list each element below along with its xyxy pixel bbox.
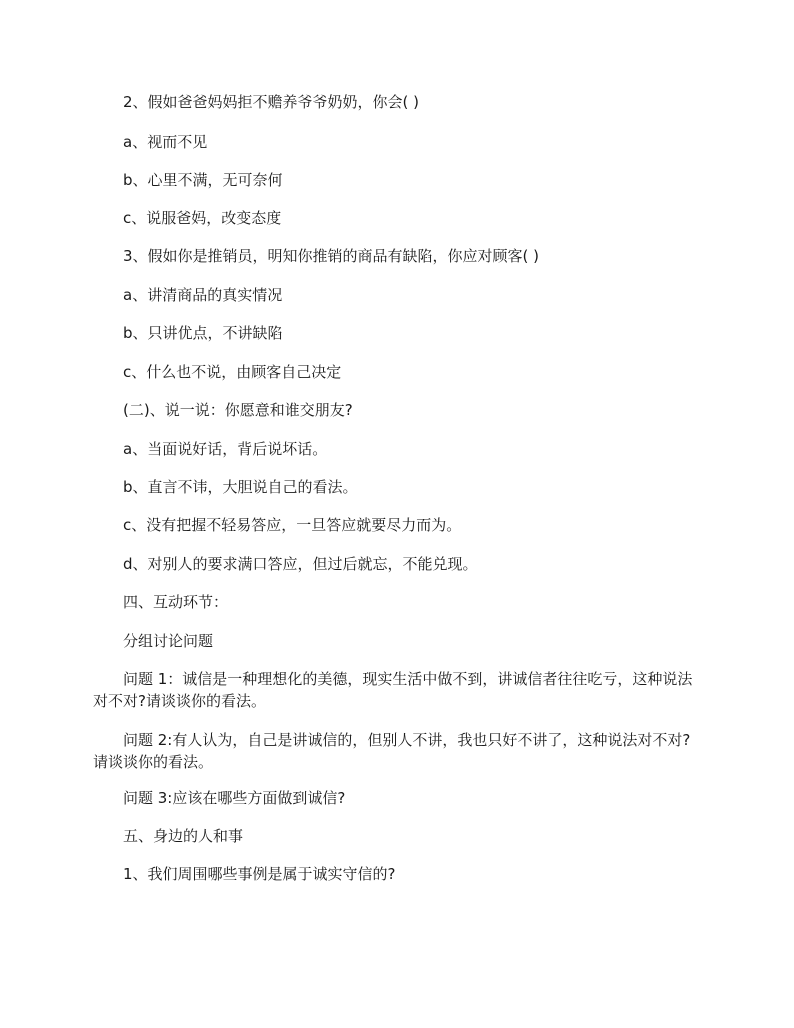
question-3-option-b: b、只讲优点，不讲缺陷: [123, 324, 283, 342]
friend-option-a: a、当面说好话，背后说坏话。: [123, 440, 328, 458]
question-3: 3、假如你是推销员，明知你推销的商品有缺陷，你应对顾客( ): [123, 247, 540, 265]
friend-option-b: b、直言不讳，大胆说自己的看法。: [123, 478, 358, 496]
section-5-question-1: 1、我们周围哪些事例是属于诚实守信的?: [123, 865, 396, 883]
friend-option-c: c、没有把握不轻易答应，一旦答应就要尽力而为。: [123, 516, 462, 534]
section-2-heading: (二)、说一说：你愿意和谁交朋友?: [123, 401, 353, 419]
group-discussion-heading: 分组讨论问题: [123, 632, 214, 650]
question-2-option-a: a、视而不见: [123, 133, 208, 151]
section-5-heading: 五、身边的人和事: [123, 827, 244, 845]
question-3-option-a: a、讲清商品的真实情况: [123, 286, 283, 304]
question-2-option-b: b、心里不满，无可奈何: [123, 171, 283, 189]
question-3-option-c: c、什么也不说，由顾客自己决定: [123, 363, 342, 381]
section-4-heading: 四、互动环节：: [123, 593, 229, 611]
discussion-question-3: 问题 3:应该在哪些方面做到诚信?: [123, 789, 346, 807]
question-2-option-c: c、说服爸妈，改变态度: [123, 209, 282, 227]
friend-option-d: d、对别人的要求满口答应，但过后就忘，不能兑现。: [123, 555, 478, 573]
discussion-question-1: 问题 1：诚信是一种理想化的美德，现实生活中做不到，讲诚信者往往吃亏，这种说法对不对?请谈谈你的看法。: [93, 670, 693, 710]
discussion-question-2: 问题 2:有人认为，自己是讲诚信的，但别人不讲，我也只好不讲了，这种说法对不对?请谈谈你的看法。: [93, 731, 691, 771]
question-2: 2、假如爸爸妈妈拒不赡养爷爷奶奶，你会( ): [123, 93, 420, 111]
